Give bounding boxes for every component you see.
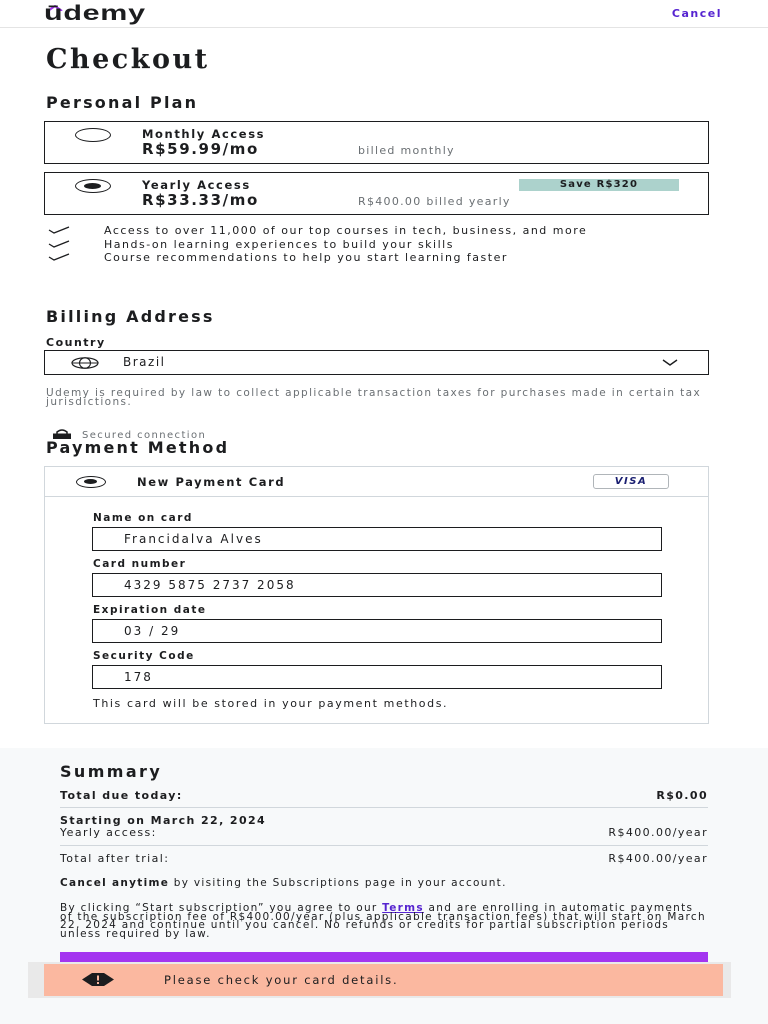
radio-selected[interactable] xyxy=(75,179,111,193)
country-select[interactable] xyxy=(44,350,709,375)
payment-method-heading: Payment Method xyxy=(46,438,230,457)
plan-price: R$59.99/mo xyxy=(142,140,259,158)
plan-billing: R$400.00 billed yearly xyxy=(358,195,511,208)
plan-name: Monthly Access xyxy=(142,127,266,141)
card-number-label: Card number xyxy=(93,558,187,570)
country-label: Country xyxy=(46,336,106,349)
radio-unselected[interactable] xyxy=(75,128,111,142)
total-due-label: Total due today: xyxy=(60,789,183,802)
benefit-text: Hands-on learning experiences to build your skills xyxy=(104,237,454,251)
secure-label: Secured connection xyxy=(82,430,207,441)
toast-message: Please check your card details. xyxy=(164,973,399,987)
summary-heading: Summary xyxy=(60,762,163,781)
radio-selected[interactable] xyxy=(76,476,106,488)
plan-option-yearly[interactable] xyxy=(44,172,709,215)
card-number-input[interactable] xyxy=(92,573,662,597)
billing-address-heading: Billing Address xyxy=(46,307,215,326)
chevron-down-icon xyxy=(662,359,678,367)
security-code-input[interactable] xyxy=(92,665,662,689)
name-on-card-input[interactable] xyxy=(92,527,662,551)
benefit-text: Course recommendations to help you start learning faster xyxy=(104,251,508,264)
total-due-value: R$0.00 xyxy=(656,789,708,802)
expiration-date-input[interactable] xyxy=(92,619,662,643)
terms-link[interactable]: Terms xyxy=(382,902,424,914)
benefit-text: Access to over 11,000 of our top courses in tech, business, and more xyxy=(104,224,588,237)
total-due-row xyxy=(60,789,708,802)
checkmark-icon xyxy=(48,240,70,248)
cancel-anytime-text: by visiting the Subscriptions page in your account. xyxy=(169,877,507,889)
yearly-access-label: Yearly access: xyxy=(60,826,157,839)
checkmark-icon xyxy=(48,226,70,234)
error-toast xyxy=(44,964,723,996)
payment-option-new-card[interactable] xyxy=(45,467,708,497)
top-header xyxy=(0,0,768,28)
terms-post: and are enrolling in automatic payments of the subscription fee of R$400.00/year (plus applicable transaction fees) that will start on March 22, 2024 and continue until you cancel. No refunds or credits for partial subscription periods unless required by law. xyxy=(60,902,706,940)
yearly-access-row xyxy=(60,826,708,839)
terms-note xyxy=(60,904,708,938)
payment-card-panel xyxy=(44,466,709,724)
cancel-anytime-bold: Cancel anytime xyxy=(60,877,170,889)
expiration-date-label: Expiration date xyxy=(93,604,207,616)
divider xyxy=(60,845,708,846)
after-trial-label: Total after trial: xyxy=(60,852,170,865)
plan-name: Yearly Access xyxy=(142,178,251,192)
list-item xyxy=(46,253,706,263)
udemy-logo[interactable]: ūdemy xyxy=(44,2,146,25)
divider xyxy=(60,807,708,808)
personal-plan-heading: Personal Plan xyxy=(46,93,199,112)
cancel-anytime-note xyxy=(60,879,708,888)
page-title: Checkout xyxy=(46,44,210,75)
name-on-card-label: Name on card xyxy=(93,512,193,524)
plan-option-monthly[interactable] xyxy=(44,121,709,164)
plan-price: R$33.33/mo xyxy=(142,191,259,209)
list-item xyxy=(46,237,706,251)
warning-icon xyxy=(82,973,114,986)
save-badge: Save R$320 xyxy=(519,179,679,191)
terms-pre: By clicking “Start subscription” you agree to our xyxy=(60,902,383,914)
payment-method-title: New Payment Card xyxy=(137,475,286,489)
globe-icon xyxy=(70,357,100,369)
visa-icon: VISA xyxy=(593,474,669,489)
plan-billing: billed monthly xyxy=(358,144,455,157)
starting-label: Starting on March 22, 2024 xyxy=(60,814,267,827)
after-trial-value: R$400.00/year xyxy=(608,852,708,865)
yearly-access-value: R$400.00/year xyxy=(608,826,708,839)
benefits-list xyxy=(46,226,706,267)
cancel-link[interactable]: Cancel xyxy=(671,7,722,20)
security-code-label: Security Code xyxy=(93,650,195,662)
checkmark-icon xyxy=(48,253,70,261)
store-card-note: This card will be stored in your payment methods. xyxy=(93,697,449,710)
tax-note: Udemy is required by law to collect applicable transaction taxes for purchases made in certain tax jurisdictions. xyxy=(46,387,702,408)
list-item xyxy=(46,226,706,236)
country-value: Brazil xyxy=(123,355,166,369)
after-trial-row xyxy=(60,852,708,865)
